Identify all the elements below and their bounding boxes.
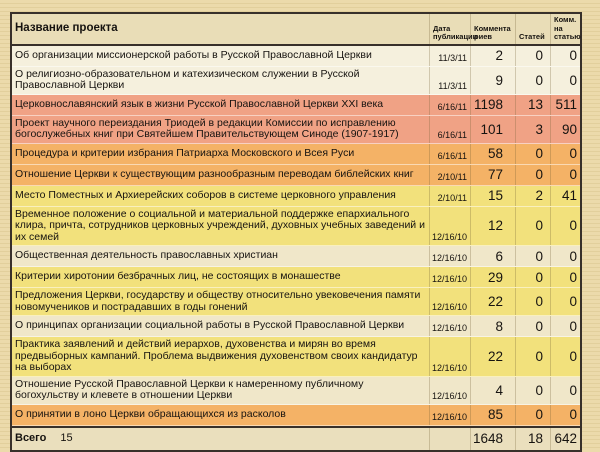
total-label: Всего: [15, 431, 47, 444]
date-cell: 11/3/11: [430, 67, 471, 94]
total-projects-count: 15: [60, 431, 73, 444]
date-cell: 12/16/10: [430, 246, 471, 266]
project-name-cell: Практика заявлений и действий иерархов, духовенства и мирян во время предвыборных кампаний. Проблема выдвижения духовенством своих кандидатур на выборах: [12, 337, 430, 376]
project-name-cell: Отношение Церкви к существующим разнообразным переводам библейских книг: [12, 165, 430, 185]
comments-cell: 101: [471, 116, 516, 143]
date-cell: 12/16/10: [430, 267, 471, 287]
per-article-cell: 0: [569, 146, 577, 161]
articles-cell: 13: [516, 95, 551, 115]
project-name-cell: Процедура и критерии избрания Патриарха Московского и Всея Руси: [12, 144, 430, 164]
articles-cell: 0: [516, 377, 551, 404]
comments-cell: 85: [471, 405, 516, 425]
comments-cell: 58: [471, 144, 516, 164]
project-name-cell: Место Поместных и Архиерейских соборов в системе церковного управления: [12, 186, 430, 206]
project-name-cell: Временное положение о социальной и материальной поддержке епархиального клира, причта, сотрудников церковных учреждений, духовных учебных заведений и их семей: [12, 207, 430, 246]
total-articles-cell: 18: [516, 428, 551, 450]
per-article-cell: 0: [569, 294, 577, 309]
articles-cell: 0: [516, 144, 551, 164]
table-row: [12, 186, 580, 207]
comments-cell: 1198: [471, 95, 516, 115]
articles-cell: 0: [516, 246, 551, 266]
table-row: [12, 116, 580, 144]
comments-cell: 12: [471, 207, 516, 246]
comments-cell: 9: [471, 67, 516, 94]
project-name-cell: Критерии хиротонии безбрачных лиц, не состоящих в монашестве: [12, 267, 430, 287]
comments-cell: 15: [471, 186, 516, 206]
project-name-cell: О религиозно-образовательном и катехизическом служении в Русской Православной Церкви: [12, 67, 430, 94]
table-row: [12, 267, 580, 288]
per-article-cell: 0: [569, 382, 577, 398]
total-date-cell: [430, 428, 471, 450]
date-cell: 12/16/10: [430, 337, 471, 376]
articles-cell: 0: [516, 288, 551, 315]
project-name-cell: Предложения Церкви, государству и обществу относительно увековечения памяти новомучеников и пострадавших в годы гонений: [12, 288, 430, 315]
column-header-project-name: Название проекта: [12, 14, 430, 44]
per-article-cell: 0: [569, 248, 577, 264]
date-cell: 6/16/11: [430, 116, 471, 143]
total-row: [12, 426, 580, 450]
date-cell: 6/16/11: [430, 95, 471, 115]
date-cell: 6/16/11: [430, 144, 471, 164]
project-name-cell: О принципах организации социальной работы в Русской Православной Церкви: [12, 316, 430, 336]
table-row: [12, 246, 580, 267]
table-row: [12, 316, 580, 337]
comments-cell: 2: [471, 46, 516, 66]
date-cell: 12/16/10: [430, 316, 471, 336]
articles-cell: 2: [516, 186, 551, 206]
project-name-cell: Отношение Русской Православной Церкви к намеренному публичному богохульству и клевете в отношении Церкви: [12, 377, 430, 404]
projects-table: [10, 12, 582, 452]
per-article-cell: 0: [569, 348, 577, 364]
total-comments-cell: 1648: [471, 428, 516, 450]
articles-cell: 0: [516, 405, 551, 425]
date-cell: 2/10/11: [430, 165, 471, 185]
table-row: [12, 95, 580, 116]
per-article-cell: 90: [561, 121, 577, 137]
date-cell: 11/3/11: [430, 46, 471, 66]
table-row: [12, 165, 580, 186]
date-cell: 12/16/10: [430, 288, 471, 315]
per-article-cell: 0: [569, 218, 577, 234]
table-row: [12, 377, 580, 405]
date-cell: 2/10/11: [430, 186, 471, 206]
comments-cell: 29: [471, 267, 516, 287]
table-body: [12, 46, 580, 426]
table-row: [12, 288, 580, 316]
per-article-cell: 41: [561, 188, 577, 203]
table-row: [12, 144, 580, 165]
table-row: [12, 337, 580, 377]
table-row: [12, 405, 580, 426]
project-name-cell: Церковнославянский язык в жизни Русской Православной Церкви XXI века: [12, 95, 430, 115]
comments-cell: 22: [471, 288, 516, 315]
date-cell: 12/16/10: [430, 405, 471, 425]
per-article-cell: 0: [569, 407, 577, 422]
table-row: [12, 46, 580, 67]
comments-cell: 6: [471, 246, 516, 266]
articles-cell: 0: [516, 316, 551, 336]
articles-cell: 0: [516, 46, 551, 66]
articles-cell: 0: [516, 267, 551, 287]
column-header-comments-per-article: Комм. на статью: [554, 15, 581, 41]
articles-cell: 0: [516, 165, 551, 185]
table-header-row: [12, 14, 580, 46]
comments-cell: 4: [471, 377, 516, 404]
per-article-cell: 0: [569, 318, 577, 334]
project-name-cell: Общественная деятельность православных христиан: [12, 246, 430, 266]
comments-cell: 77: [471, 165, 516, 185]
articles-cell: 3: [516, 116, 551, 143]
articles-cell: 0: [516, 207, 551, 246]
total-name-cell: [12, 428, 430, 450]
project-name-cell: Проект научного переиздания Триодей в редакции Комиссии по исправлению богослужебных книг при Святейшем Правительствующем Синоде (1907-1917): [12, 116, 430, 143]
table-row: [12, 67, 580, 95]
comments-cell: 8: [471, 316, 516, 336]
date-cell: 12/16/10: [430, 377, 471, 404]
project-name-cell: Об организации миссионерской работы в Русской Православной Церкви: [12, 46, 430, 66]
per-article-cell: 0: [569, 48, 577, 63]
project-name-cell: О принятии в лоно Церкви обращающихся из расколов: [12, 405, 430, 425]
comments-cell: 22: [471, 337, 516, 376]
total-per-article-cell: 642: [554, 431, 577, 446]
date-cell: 12/16/10: [430, 207, 471, 246]
articles-cell: 0: [516, 337, 551, 376]
table-row: [12, 207, 580, 247]
column-header-articles: Статей: [516, 14, 551, 44]
column-header-publication-date: Дата публикации: [430, 14, 471, 44]
articles-cell: 0: [516, 67, 551, 94]
per-article-cell: 0: [569, 167, 577, 182]
per-article-cell: 511: [555, 97, 577, 112]
per-article-cell: 0: [569, 72, 577, 88]
per-article-cell: 0: [569, 269, 577, 285]
column-header-comments: Комментариев: [471, 14, 516, 44]
